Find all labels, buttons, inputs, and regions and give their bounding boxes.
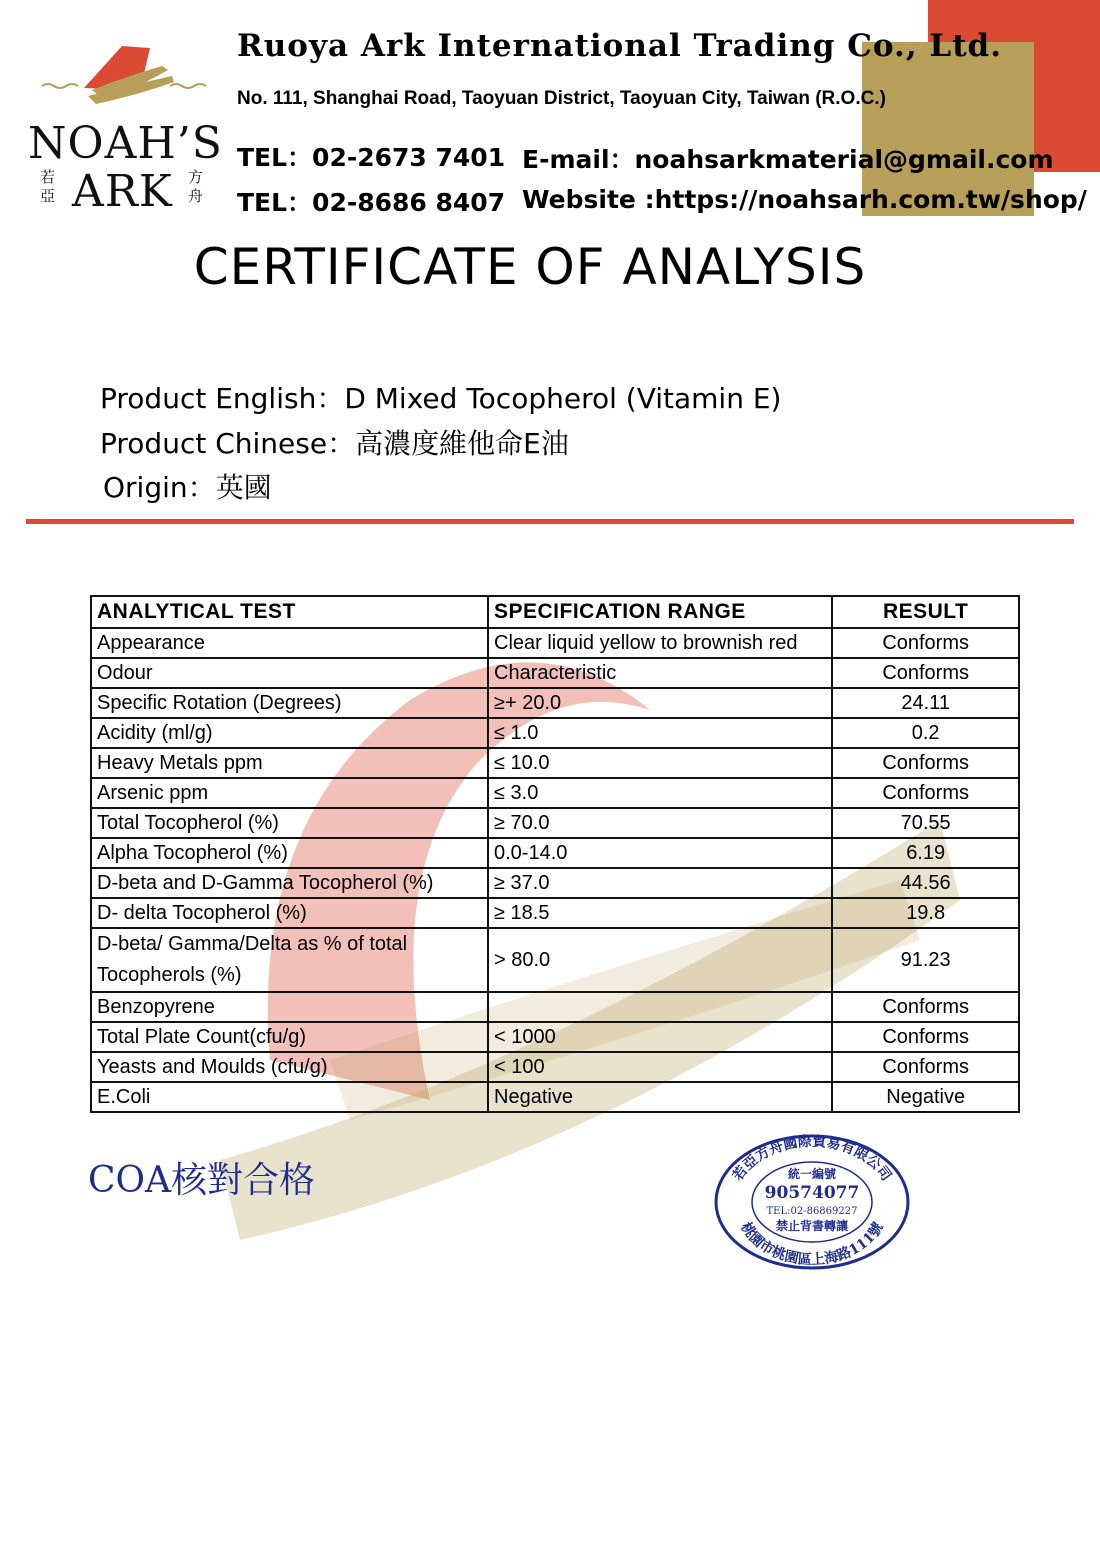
table-row <box>91 748 1019 778</box>
test-result: Conforms <box>832 748 1019 778</box>
test-name: Specific Rotation (Degrees) <box>91 688 488 718</box>
table-row <box>91 838 1019 868</box>
analysis-table <box>90 595 1020 1113</box>
spec-range: Characteristic <box>488 658 832 688</box>
table-row <box>91 928 1019 992</box>
seal-address-text: 桃園市桃園區上海路111號 <box>737 1219 887 1269</box>
test-name-line-1: D-beta/ Gamma/Delta as % of total <box>97 933 408 955</box>
table-row <box>91 688 1019 718</box>
header-analytical-test: ANALYTICAL TEST <box>91 596 488 628</box>
spec-range <box>488 992 832 1022</box>
website: Website :https://noahsarh.com.tw/shop/ <box>522 185 1087 214</box>
spec-range: < 100 <box>488 1052 832 1082</box>
phone-2: TEL：02-8686 8407 <box>237 188 506 217</box>
spec-range: ≥+ 20.0 <box>488 688 832 718</box>
seal-phone: TEL:02-86869227 <box>766 1206 858 1217</box>
logo-chinese-right: 方舟 <box>188 168 204 205</box>
test-result: 91.23 <box>832 928 1019 992</box>
spec-range: ≥ 70.0 <box>488 808 832 838</box>
company-name: Ruoya Ark International Trading Co., Ltd. <box>237 28 1002 64</box>
phone-1: TEL：02-2673 7401 <box>237 143 506 172</box>
test-name: Benzopyrene <box>91 992 488 1022</box>
header-specification-range: SPECIFICATION RANGE <box>488 596 832 628</box>
company-seal <box>712 1132 912 1270</box>
table-row <box>91 778 1019 808</box>
table-row <box>91 992 1019 1022</box>
spec-range: ≤ 10.0 <box>488 748 832 778</box>
test-name: E.Coli <box>91 1082 488 1112</box>
test-name: D-beta and D-Gamma Tocopherol (%) <box>91 868 488 898</box>
test-name: Alpha Tocopherol (%) <box>91 838 488 868</box>
test-result: 19.8 <box>832 898 1019 928</box>
spec-range: ≥ 37.0 <box>488 868 832 898</box>
test-name: Heavy Metals ppm <box>91 748 488 778</box>
document-title: CERTIFICATE OF ANALYSIS <box>193 238 867 296</box>
spec-range: > 80.0 <box>488 928 832 992</box>
test-result: 24.11 <box>832 688 1019 718</box>
spec-range: ≤ 3.0 <box>488 778 832 808</box>
test-name: Appearance <box>91 628 488 658</box>
spec-range: 0.0-14.0 <box>488 838 832 868</box>
product-chinese: Product Chinese：高濃度維他命E油 <box>100 427 569 460</box>
seal-tax-label: 統一編號 <box>787 1167 837 1181</box>
seal-tax-id: 90574077 <box>764 1183 860 1203</box>
test-name: Total Tocopherol (%) <box>91 808 488 838</box>
table-row <box>91 1052 1019 1082</box>
test-result: Conforms <box>832 992 1019 1022</box>
logo-chinese-left: 若亞 <box>40 168 56 205</box>
spec-range: < 1000 <box>488 1022 832 1052</box>
test-result: Conforms <box>832 658 1019 688</box>
spec-range: Clear liquid yellow to brownish red <box>488 628 832 658</box>
section-divider <box>26 519 1074 524</box>
table-row <box>91 1022 1019 1052</box>
product-origin: Origin：英國 <box>103 471 272 504</box>
table-row <box>91 658 1019 688</box>
logo-name: NOAH’S <box>28 118 223 169</box>
test-result: Negative <box>832 1082 1019 1112</box>
logo-ark: ARK <box>72 166 173 217</box>
seal-notice: 禁止背書轉讓 <box>775 1219 849 1233</box>
table-row <box>91 898 1019 928</box>
table-header-row <box>91 596 1019 628</box>
test-name: D- delta Tocopherol (%) <box>91 898 488 928</box>
table-row <box>91 808 1019 838</box>
table-row <box>91 718 1019 748</box>
spec-range: ≥ 18.5 <box>488 898 832 928</box>
table-row <box>91 628 1019 658</box>
test-name: Total Plate Count(cfu/g) <box>91 1022 488 1052</box>
ship-logo-icon <box>22 38 222 118</box>
test-name: Yeasts and Moulds (cfu/g) <box>91 1052 488 1082</box>
product-english: Product English：D Mixed Tocopherol (Vitamin E) <box>100 382 782 415</box>
company-address: No. 111, Shanghai Road, Taoyuan District, Taoyuan City, Taiwan (R.O.C.) <box>237 88 886 109</box>
test-result: 70.55 <box>832 808 1019 838</box>
table-row <box>91 868 1019 898</box>
coa-verified-stamp: COA核對合格 <box>88 1160 316 1201</box>
test-result: Conforms <box>832 628 1019 658</box>
noahs-ark-logo <box>22 38 222 218</box>
spec-range: ≤ 1.0 <box>488 718 832 748</box>
test-result: 44.56 <box>832 868 1019 898</box>
table-row <box>91 1082 1019 1112</box>
test-result: 0.2 <box>832 718 1019 748</box>
spec-range: Negative <box>488 1082 832 1112</box>
email: E-mail：noahsarkmaterial@gmail.com <box>522 145 1054 174</box>
seal-ring-text: 若亞方舟國際貿易有限公司 <box>729 1133 895 1184</box>
test-name-line-2: Tocopherols (%) <box>97 964 242 986</box>
test-result: 6.19 <box>832 838 1019 868</box>
test-name: Acidity (ml/g) <box>91 718 488 748</box>
test-name <box>91 928 488 992</box>
test-name: Odour <box>91 658 488 688</box>
test-result: Conforms <box>832 778 1019 808</box>
test-result: Conforms <box>832 1052 1019 1082</box>
test-result: Conforms <box>832 1022 1019 1052</box>
test-name: Arsenic ppm <box>91 778 488 808</box>
header-result: RESULT <box>832 596 1019 628</box>
